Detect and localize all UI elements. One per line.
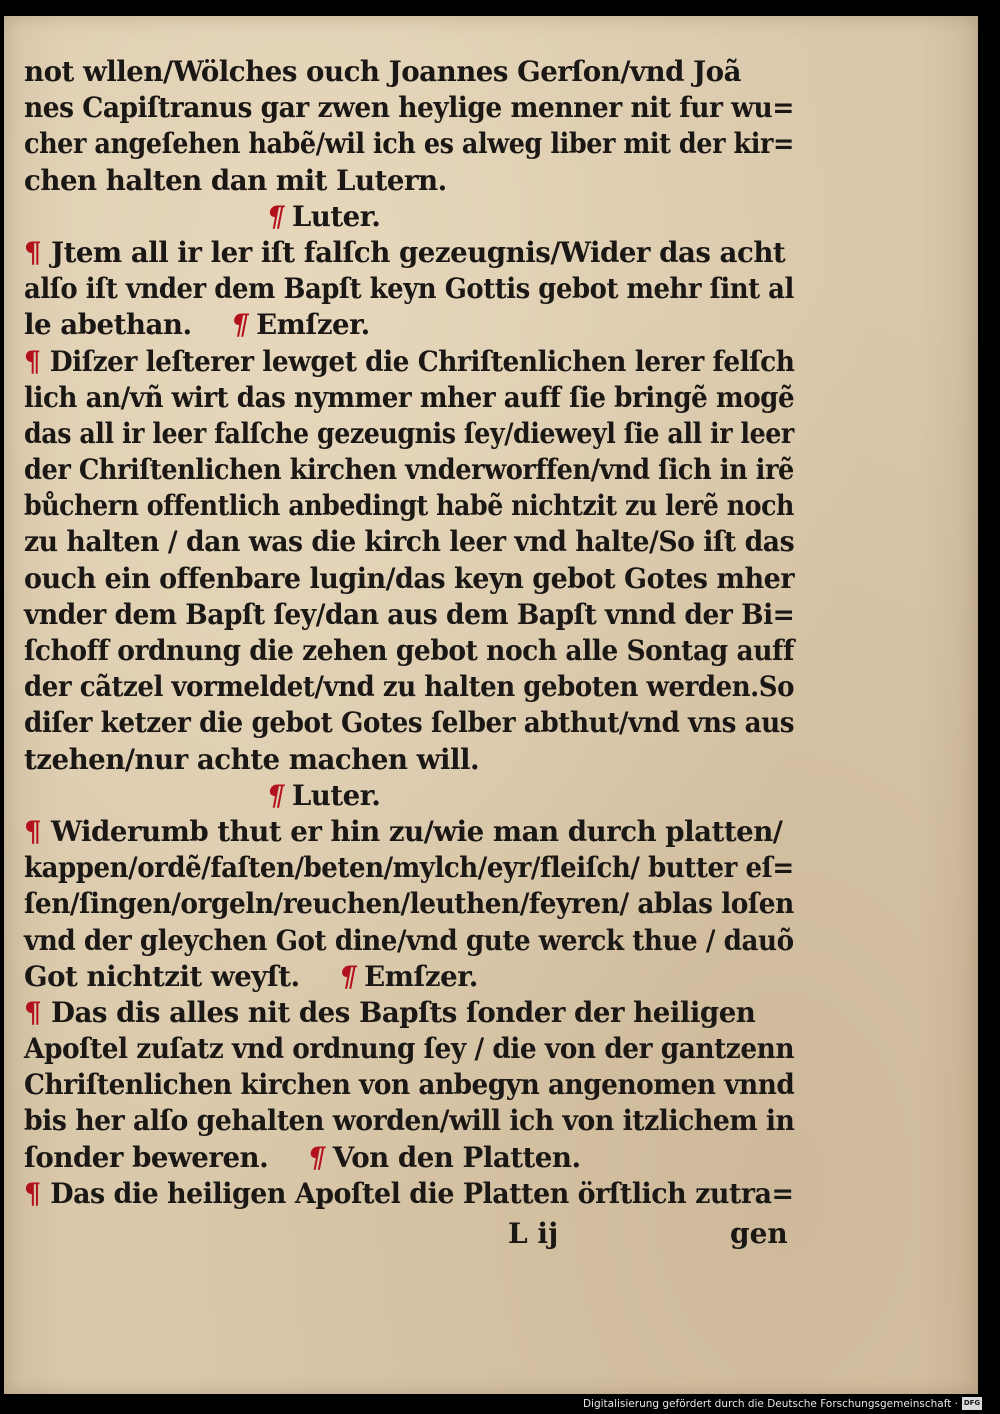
- signature-mark: L ij: [508, 1217, 559, 1250]
- text-line: [24, 633, 794, 669]
- text-line: [24, 307, 794, 343]
- text-line: [24, 959, 794, 995]
- line-text: ſchoff ordnung die zehen gebot noch alle Sontag auff: [24, 634, 794, 667]
- pilcrow-icon: ¶: [24, 1176, 41, 1210]
- text-line: [24, 669, 795, 705]
- line-text: vnder dem Bapſt ſey/dan aus dem Bapſt vnnd der Bi=: [24, 597, 795, 631]
- section-heading: [24, 199, 794, 235]
- line-text: bůchern offentlich anbedingt habẽ nichtzit zu lerẽ noch: [24, 489, 794, 523]
- line-text: der cãtzel vormeldet/vnd zu halten geboten werden.So: [24, 670, 795, 704]
- pilcrow-icon: ¶: [24, 235, 42, 269]
- text-line: [24, 235, 794, 271]
- text-line: [24, 488, 794, 524]
- text-line: [24, 54, 794, 90]
- inline-heading: Emſzer.: [256, 308, 370, 342]
- line-text: kappen/ordẽ/faſten/beten/mylch/eyr/fleiſch/ butter eſ=: [24, 851, 794, 885]
- paraph-mark-icon: ¶: [231, 308, 249, 342]
- line-text: der Chriſtenlichen kirchen vnderworffen/vnd ſich in irẽ: [24, 453, 794, 487]
- text-line: [24, 126, 794, 162]
- text-line: [24, 886, 794, 922]
- text-line: [24, 850, 794, 886]
- line-text: Widerumb thut er hin zu/wie man durch platten/: [50, 814, 783, 848]
- text-line: [24, 705, 795, 741]
- text-line: [24, 344, 795, 380]
- text-line: [24, 1067, 795, 1103]
- paraph-mark-icon: ¶: [266, 778, 284, 812]
- text-line: [24, 271, 794, 307]
- text-line: [24, 923, 794, 959]
- paraph-mark-icon: ¶: [339, 959, 357, 993]
- line-text: ſen/ſingen/orgeln/reuchen/leuthen/feyren/ ablas loſen: [24, 887, 794, 921]
- line-text: lich an/vñ wirt das nymmer mher auff ſie bringẽ mogẽ: [24, 380, 795, 414]
- line-text: chen halten dan mit Lutern.: [24, 163, 447, 197]
- line-text: diſer ketzer die gebot Gotes ſelber abthut/vnd vns aus: [24, 706, 795, 740]
- line-text: cher angeſehen habẽ/wil ich es alweg liber mit der kir=: [24, 127, 794, 161]
- line-text: le abethan.: [24, 308, 192, 342]
- text-line: [24, 380, 795, 416]
- text-line: [24, 1176, 794, 1212]
- line-text: not wllen/Wölches ouch Joannes Gerſon/vnd Joã: [24, 55, 742, 88]
- pilcrow-icon: ¶: [24, 814, 42, 848]
- line-text: Diſzer leſterer lewget die Chriſtenlichen lerer felſch: [49, 344, 795, 378]
- digitization-credit: Digitalisierung gefördert durch die Deutsche Forschungsgemeinschaft ·: [582, 1398, 958, 1410]
- line-text: bis her alſo gehalten worden/will ich von itzlichem in: [24, 1104, 795, 1138]
- pilcrow-icon: ¶: [24, 995, 42, 1029]
- line-text: Das die heiligen Apoſtel die Platten örſtlich zutra=: [50, 1176, 794, 1210]
- text-line: [24, 597, 795, 633]
- heading-text: Luter.: [291, 199, 381, 233]
- line-text: Chriſtenlichen kirchen von anbegyn angenomen vnnd: [24, 1068, 795, 1102]
- text-line: [24, 90, 794, 126]
- heading-text: Luter.: [291, 778, 381, 812]
- paraph-mark-icon: ¶: [266, 199, 284, 233]
- line-text: zu halten / dan was die kirch leer vnd halte/So iſt das: [24, 525, 795, 559]
- dfg-logo: DFG: [962, 1397, 982, 1410]
- line-text: Got nichtzit weyſt.: [24, 959, 300, 993]
- text-line: [24, 1031, 795, 1067]
- page-footer: [24, 1212, 804, 1256]
- line-text: tzehen/nur achte machen will.: [24, 742, 480, 776]
- text-line: [24, 416, 794, 452]
- catchword: gen: [730, 1217, 788, 1250]
- line-text: alſo iſt vnder dem Bapſt keyn Gottis gebot mehr ſint al: [24, 272, 794, 306]
- inline-heading: Emſzer.: [364, 959, 478, 993]
- book-page: [4, 16, 978, 1394]
- text-line: [24, 995, 794, 1031]
- paraph-mark-icon: ¶: [307, 1140, 325, 1174]
- text-line: [24, 1140, 794, 1176]
- line-text: Apoſtel zuſatz vnd ordnung ſey / die von der gantzenn: [24, 1032, 795, 1066]
- line-text: das all ir leer falſche gezeugnis ſey/dieweyl ſie all ir leer: [24, 416, 794, 450]
- text-line: [24, 163, 794, 199]
- line-text: Jtem all ir ler iſt falſch gezeugnis/Wider das acht: [50, 235, 786, 269]
- text-line: [24, 1103, 795, 1139]
- text-line: [24, 814, 794, 850]
- text-line: [24, 452, 794, 488]
- section-heading: [24, 778, 794, 814]
- line-text: Das dis alles nit des Bapſts ſonder der heiligen: [50, 995, 756, 1029]
- line-text: nes Capiſtranus gar zwen heylige menner nit fur wu=: [24, 91, 794, 125]
- line-text: vnd der gleychen Got dine/vnd gute werck thue / dauõ: [24, 923, 794, 957]
- pilcrow-icon: ¶: [24, 344, 41, 378]
- text-line: [24, 561, 795, 597]
- text-line: [24, 742, 794, 778]
- text-line: [24, 524, 795, 560]
- line-text: ſonder beweren.: [24, 1140, 269, 1174]
- inline-heading: Von den Platten.: [332, 1140, 581, 1174]
- line-text: ouch ein offenbare lugin/das keyn gebot Gotes mher: [24, 561, 795, 595]
- page-text: [24, 54, 804, 1256]
